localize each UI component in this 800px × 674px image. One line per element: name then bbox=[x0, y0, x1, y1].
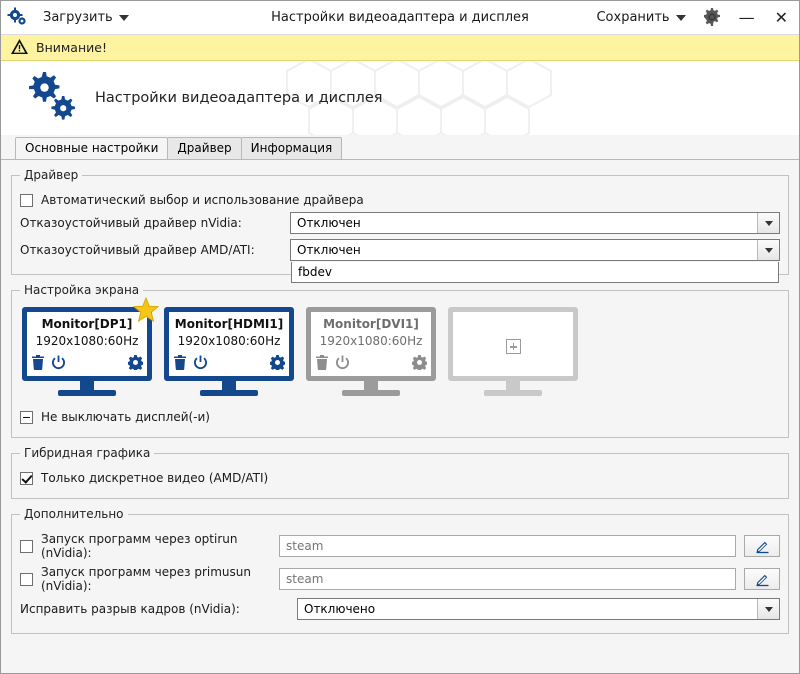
discrete-only-checkbox[interactable] bbox=[20, 472, 33, 485]
add-monitor-card[interactable] bbox=[448, 307, 578, 396]
tab-information[interactable]: Информация bbox=[241, 137, 343, 159]
driver-group-legend: Драйвер bbox=[24, 168, 79, 182]
chevron-down-icon bbox=[119, 15, 129, 21]
monitor-stand bbox=[448, 381, 578, 396]
tab-strip bbox=[1, 135, 799, 159]
gear-icon[interactable] bbox=[412, 355, 427, 373]
extra-group bbox=[11, 507, 789, 634]
monitor-resolution: 1920x1080:60Hz bbox=[35, 334, 139, 348]
monitor-name: Monitor[DVI1] bbox=[323, 317, 419, 331]
chevron-down-icon[interactable] bbox=[757, 213, 779, 233]
monitor-name: Monitor[HDMI1] bbox=[174, 317, 284, 331]
monitor-stand bbox=[306, 381, 436, 396]
load-menu-label: Загрузить bbox=[43, 10, 113, 25]
hybrid-graphics-legend: Гибридная графика bbox=[24, 446, 151, 460]
nvidia-driver-value: Отключен bbox=[297, 216, 361, 230]
optirun-checkbox[interactable] bbox=[20, 540, 33, 553]
primusrun-label: Запуск программ через primusun (nVidia): bbox=[41, 565, 251, 593]
amd-driver-value: Отключен bbox=[297, 243, 361, 257]
power-icon[interactable] bbox=[193, 355, 208, 373]
gears-icon bbox=[19, 68, 81, 129]
amd-driver-select[interactable] bbox=[290, 239, 780, 279]
add-monitor-screen[interactable] bbox=[448, 307, 578, 381]
monitor-resolution: 1920x1080:60Hz bbox=[177, 334, 281, 348]
discrete-only-label: Только дискретное видео (AMD/ATI) bbox=[41, 471, 269, 485]
driver-group bbox=[11, 168, 789, 279]
warning-bar bbox=[1, 35, 799, 61]
chevron-down-icon[interactable] bbox=[757, 599, 779, 619]
amd-driver-dropdown[interactable] bbox=[291, 262, 779, 283]
chevron-down-icon[interactable] bbox=[757, 240, 779, 260]
monitor-list bbox=[20, 303, 780, 398]
monitor-card-hdmi1[interactable] bbox=[164, 307, 294, 396]
keep-display-on-checkbox[interactable] bbox=[20, 411, 33, 424]
save-menu-button[interactable] bbox=[590, 7, 691, 28]
gear-icon[interactable] bbox=[128, 355, 143, 373]
primusrun-checkbox[interactable] bbox=[20, 573, 33, 586]
amd-driver-row bbox=[20, 239, 780, 279]
save-menu-label: Сохранить bbox=[596, 10, 670, 25]
trash-icon[interactable] bbox=[31, 355, 45, 373]
title-bar-left bbox=[7, 7, 135, 29]
tearing-label: Исправить разрыв кадров (nVidia): bbox=[20, 602, 240, 616]
load-menu-button[interactable] bbox=[37, 7, 135, 28]
hybrid-graphics-group bbox=[11, 446, 789, 499]
monitor-resolution: 1920x1080:60Hz bbox=[319, 334, 423, 348]
tearing-value: Отключено bbox=[304, 602, 376, 616]
tab-driver[interactable]: Драйвер bbox=[167, 137, 241, 159]
trash-icon[interactable] bbox=[315, 355, 329, 373]
nvidia-driver-select[interactable] bbox=[290, 212, 780, 234]
tab-main-settings[interactable]: Основные настройки bbox=[15, 137, 168, 159]
primary-star-icon bbox=[133, 297, 159, 326]
pencil-icon bbox=[755, 539, 770, 554]
nvidia-driver-row bbox=[20, 212, 780, 234]
warning-text: Внимание! bbox=[36, 40, 107, 55]
monitor-screen[interactable] bbox=[306, 307, 436, 381]
auto-driver-label: Автоматический выбор и использование драйвера bbox=[41, 193, 364, 207]
tearing-select[interactable] bbox=[297, 598, 780, 620]
monitor-name: Monitor[DP1] bbox=[41, 317, 133, 331]
extra-group-legend: Дополнительно bbox=[24, 507, 124, 521]
window-title: Настройки видеоадаптера и дисплея bbox=[271, 10, 529, 25]
discrete-only-row[interactable] bbox=[20, 471, 780, 485]
nvidia-driver-label: Отказоустойчивый драйвер nVidia: bbox=[20, 216, 242, 230]
banner-title: Настройки видеоадаптера и дисплея bbox=[95, 90, 383, 106]
main-content bbox=[1, 159, 799, 673]
primusrun-input[interactable] bbox=[279, 568, 736, 590]
gear-icon[interactable] bbox=[702, 7, 724, 29]
monitor-stand bbox=[164, 381, 294, 396]
primusrun-edit-button[interactable] bbox=[744, 568, 780, 590]
title-bar bbox=[1, 1, 799, 35]
monitor-icon-row bbox=[31, 355, 143, 373]
optirun-edit-button[interactable] bbox=[744, 535, 780, 557]
keep-display-on-row[interactable] bbox=[20, 410, 780, 424]
gears-icon bbox=[7, 7, 29, 29]
optirun-label: Запуск программ через optirun (nVidia): bbox=[41, 532, 238, 560]
trash-icon[interactable] bbox=[173, 355, 187, 373]
warning-triangle-icon bbox=[11, 39, 28, 57]
monitor-card-dp1[interactable] bbox=[22, 307, 152, 396]
title-bar-right bbox=[590, 7, 793, 29]
power-icon[interactable] bbox=[335, 355, 350, 373]
monitor-icon-row bbox=[173, 355, 285, 373]
primusrun-row bbox=[20, 565, 780, 593]
amd-driver-label: Отказоустойчивый драйвер AMD/ATI: bbox=[20, 243, 255, 257]
keep-display-on-label: Не выключать дисплей(-и) bbox=[41, 410, 210, 424]
power-icon[interactable] bbox=[51, 355, 66, 373]
optirun-row bbox=[20, 532, 780, 560]
minimize-button[interactable]: — bbox=[738, 7, 755, 27]
banner bbox=[1, 61, 799, 135]
amd-driver-option-fbdev[interactable]: fbdev bbox=[298, 265, 332, 279]
monitor-icon-row bbox=[315, 355, 427, 373]
auto-driver-checkbox[interactable] bbox=[20, 194, 33, 207]
auto-driver-row[interactable] bbox=[20, 193, 780, 207]
close-button[interactable]: ✕ bbox=[774, 7, 788, 27]
screen-group bbox=[11, 283, 789, 438]
tearing-row bbox=[20, 598, 780, 620]
monitor-screen[interactable] bbox=[164, 307, 294, 381]
screen-group-legend: Настройка экрана bbox=[24, 283, 140, 297]
optirun-input[interactable] bbox=[279, 535, 736, 557]
chevron-down-icon bbox=[676, 15, 686, 21]
monitor-stand bbox=[22, 381, 152, 396]
monitor-card-dvi1[interactable] bbox=[306, 307, 436, 396]
pencil-icon bbox=[755, 572, 770, 587]
plus-icon[interactable] bbox=[506, 339, 521, 354]
gear-icon[interactable] bbox=[270, 355, 285, 373]
